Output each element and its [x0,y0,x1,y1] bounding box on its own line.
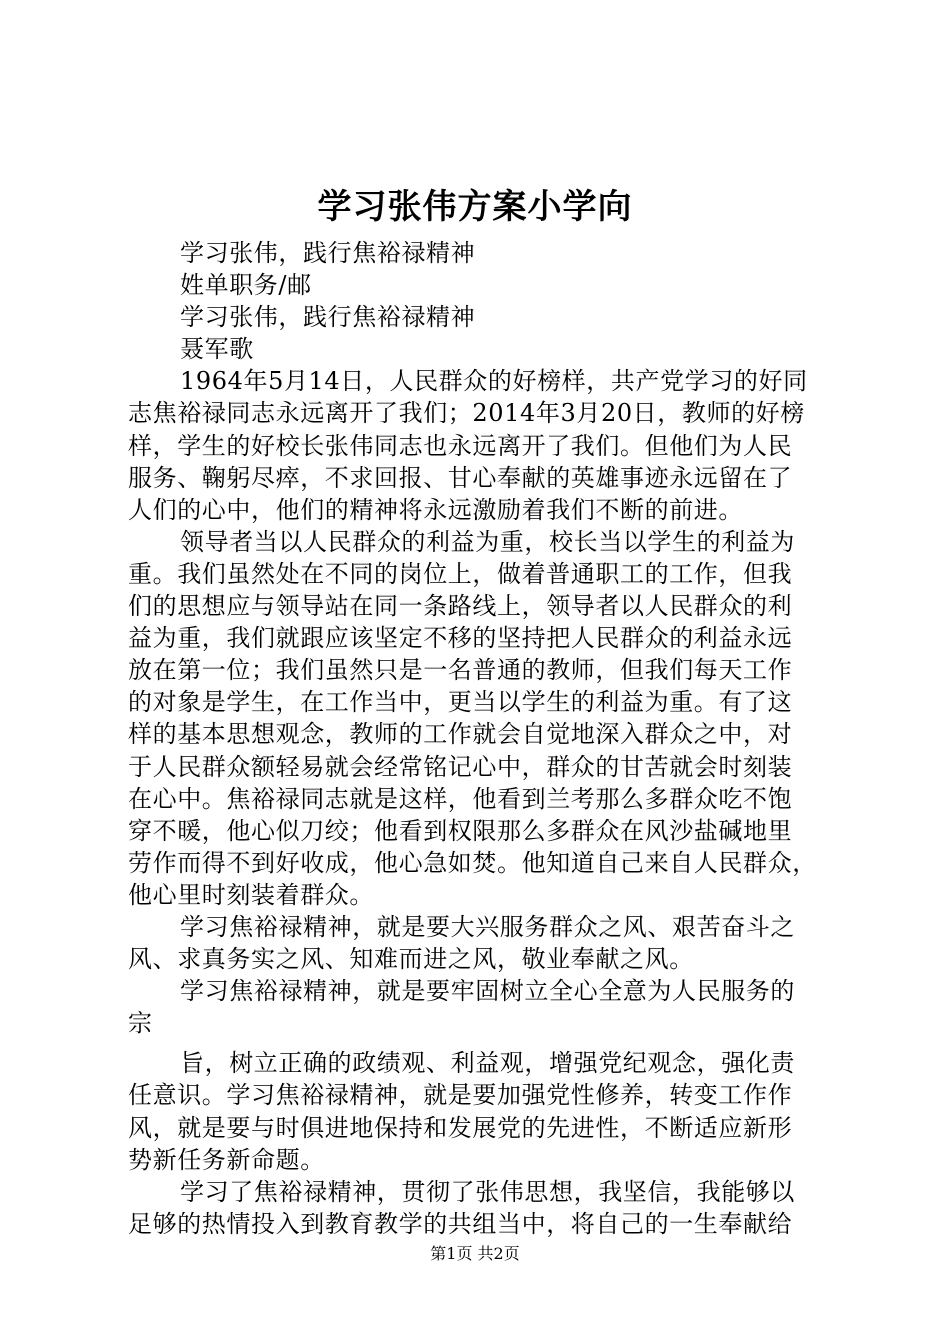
text-line: 聂军歌 [180,335,254,364]
text-line: 风、求真务实之风、知难而进之风，敬业奉献之风。 [128,945,694,974]
text-line: 学习焦裕禄精神，就是要大兴服务群众之风、艰苦奋斗之 [180,912,795,941]
text-line: 于人民群众额轻易就会经常铭记心中，群众的甘苦就会时刻装 [128,752,793,781]
document-title: 学习张伟方案小学向 [317,187,633,227]
text-line: 服务、鞠躬尽瘁，不求回报、甘心奉献的英雄事迹永远留在了 [128,463,793,492]
text-line: 他心里时刻装着群众。 [128,880,374,909]
text-line: 学习张伟，践行焦裕禄精神 [180,303,476,332]
text-line: 学习张伟，践行焦裕禄精神 [180,239,476,267]
paragraph-gap [128,1039,830,1047]
text-line: 任意识。学习焦裕禄精神，就是要加强党性修养，转变工作作 [128,1081,793,1110]
text-line: 劳作而得不到好收成，他心急如焚。他知道自己来自人民群众， [128,848,817,877]
text-line: 1964年5月14日，人民群众的好榜样，共产党学习的好同 [180,367,808,396]
text-line: 样，学生的好校长张伟同志也永远离开了我们。但他们为人民 [128,431,793,460]
text-line: 学习了焦裕禄精神，贯彻了张伟思想，我坚信，我能够以 [180,1177,795,1206]
text-line: 的对象是学生，在工作当中，更当以学生的利益为重。有了这 [128,688,793,717]
text-line: 风，就是要与时俱进地保持和发展党的先进性，不断适应新形 [128,1113,793,1142]
text-line: 势新任务新命题。 [128,1145,325,1174]
text-line: 人们的心中，他们的精神将永远激励着我们不断的前进。 [128,495,743,524]
text-line: 领导者当以人民群众的利益为重，校长当以学生的利益为 [180,527,795,556]
text-line: 宗 [128,1009,153,1038]
text-line: 样的基本思想观念，教师的工作就会自觉地深入群众之中，对 [128,720,793,749]
text-line: 学习焦裕禄精神，就是要牢固树立全心全意为人民服务的 [180,977,795,1006]
text-line: 放在第一位；我们虽然只是一名普通的教师，但我们每天工作 [128,656,793,685]
text-line: 重。我们虽然处在不同的岗位上，做着普通职工的工作，但我 [128,559,793,588]
text-line: 旨，树立正确的政绩观、利益观，增强党纪观念，强化责 [180,1049,795,1078]
text-line: 姓单职务/邮 [180,271,312,300]
text-line: 穿不暖，他心似刀绞；他看到权限那么多群众在风沙盐碱地里 [128,816,793,845]
text-line: 足够的热情投入到教育教学的共组当中，将自己的一生奉献给 [128,1209,793,1238]
text-line: 志焦裕禄同志永远离开了我们；2014年3月20日，教师的好榜 [128,399,805,428]
text-line: 在心中。焦裕禄同志就是这样，他看到兰考那么多群众吃不饱 [128,784,793,813]
text-line: 们的思想应与领导站在同一条路线上，领导者以人民群众的利 [128,592,793,621]
document-body [128,237,830,1240]
page-footer: 第1页 共2页 [430,1244,520,1263]
text-line: 益为重，我们就跟应该坚定不移的坚持把人民群众的利益永远 [128,624,793,653]
